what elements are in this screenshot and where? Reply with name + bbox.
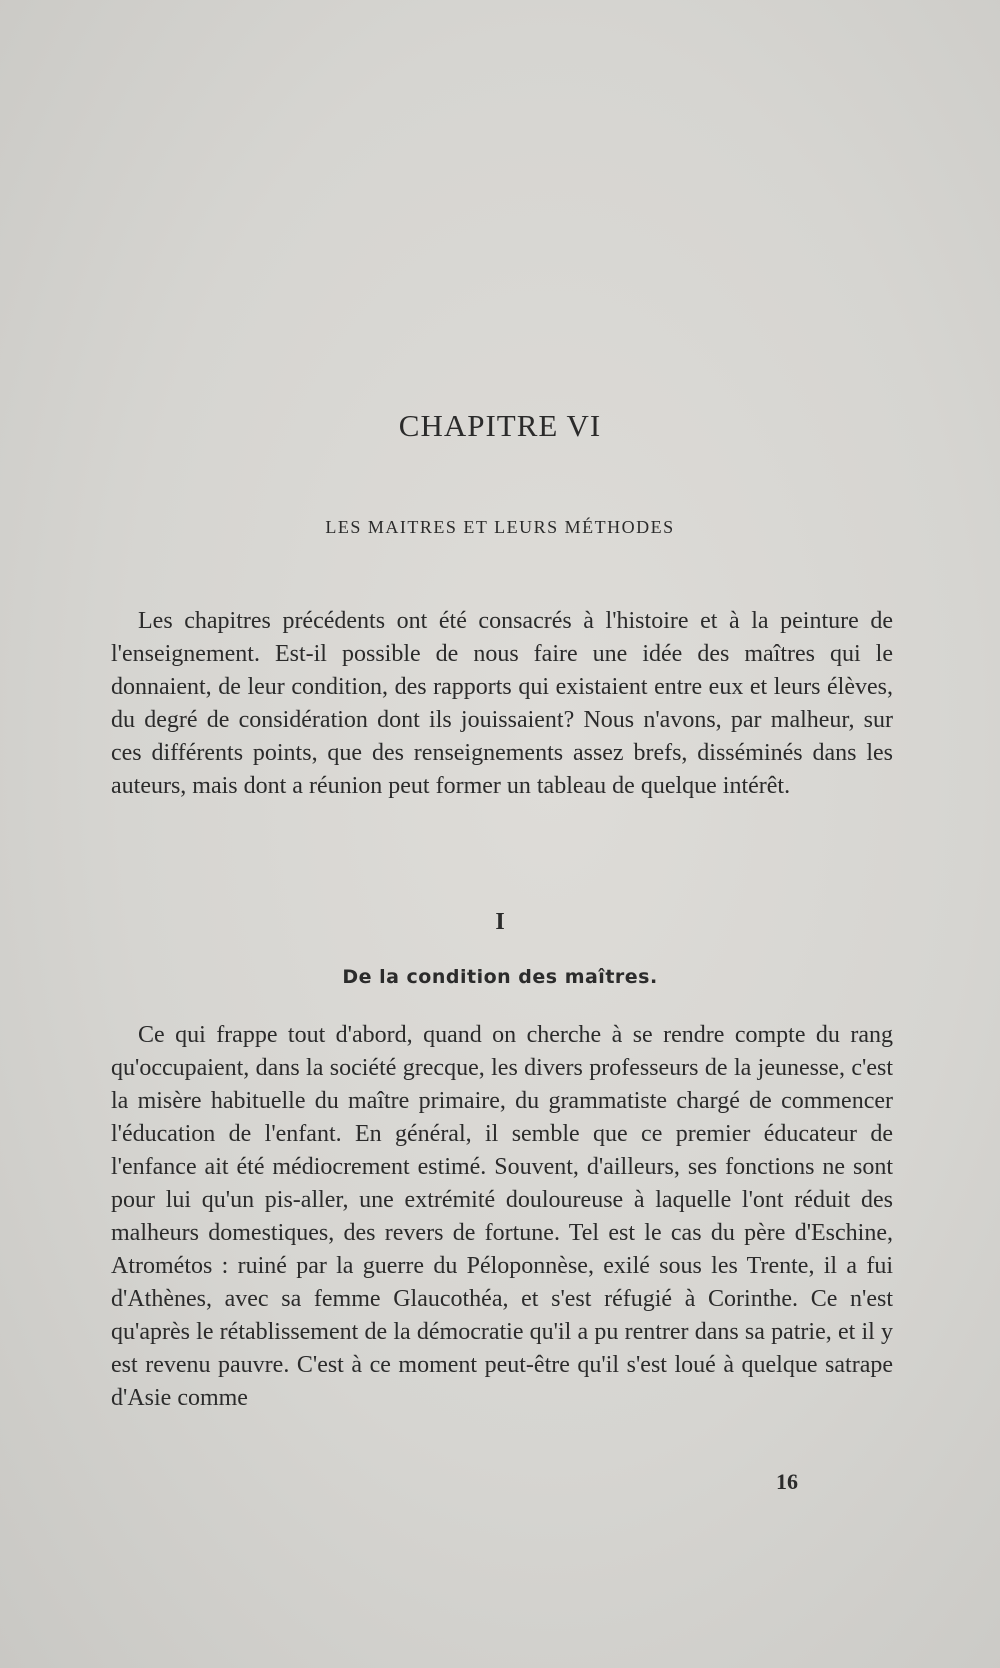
section-number: I — [495, 909, 505, 935]
section-paragraph: Ce qui frappe tout d'abord, quand on cherche à se rendre compte du rang qu'occupaient, dans la société grecque, les divers professeurs de la jeunesse, c'est la misère habituelle du maître primaire, du grammatiste chargé de commencer l'éducation de l'enfant. En général, il semble que ce premier éducateur de l'enfance ait été médiocrement estimé. Souvent, d'ailleurs, ses fonctions ne sont pour lui qu'un pis-aller, une extrémité douloureuse à laquelle l'ont réduit des malheurs domestiques, des revers de fortune. Tel est le cas du père d'Eschine, Atrométos : ruiné par la guerre du Péloponnèse, exilé sous les Trente, il a fui d'Athènes, avec sa femme Glaucothéa, et s'est réfugié à Corinthe. Ce n'est qu'après le rétablissement de la démocratie qu'il a pu rentrer dans sa patrie, et il y est revenu pauvre. C'est à ce moment peut-être qu'il s'est loué à quelque satrape d'Asie comme — [111, 1022, 893, 1411]
chapter-title: CHAPITRE VI — [398, 408, 602, 443]
page-number: 16 — [776, 1469, 798, 1494]
chapter-subtitle: LES MAITRES ET LEURS MÉTHODES — [325, 517, 675, 537]
intro-paragraph: Les chapitres précédents ont été consacrés à l'histoire et à la peinture de l'enseignement. Est-il possible de nous faire une idée des maîtres qui le donnaient, de leur condition, des rapports qui existaient entre eux et leurs élèves, du degré de considération dont ils jouissaient? Nous n'avons, par malheur, sur ces différents points, que des renseignements assez brefs, disséminés dans les auteurs, mais dont a réunion peut former un tableau de quelque intérêt. — [111, 608, 893, 799]
section-title: De la condition des maîtres. — [342, 966, 658, 988]
